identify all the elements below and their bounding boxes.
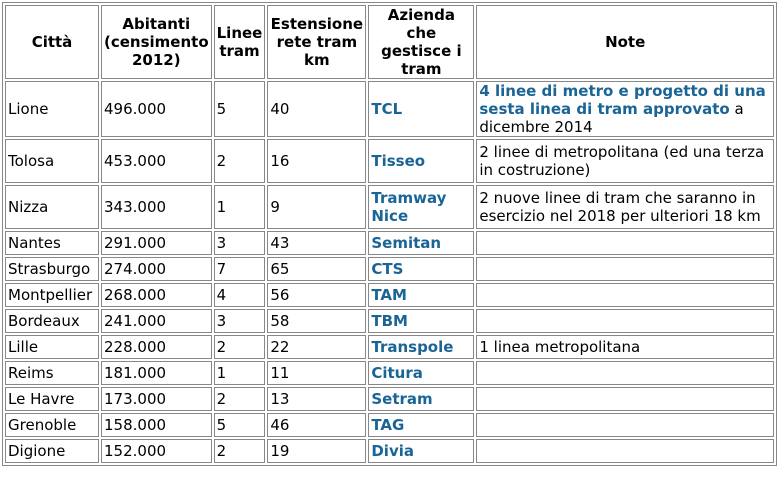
operator-cell <box>368 185 474 229</box>
operator-link[interactable]: TCL <box>371 100 403 118</box>
population-cell: 496.000 <box>101 81 212 137</box>
notes-cell <box>476 361 774 385</box>
population-cell: 181.000 <box>101 361 212 385</box>
lines-cell: 5 <box>214 81 266 137</box>
notes-cell <box>476 231 774 255</box>
city-cell: Lille <box>5 335 99 359</box>
notes-cell <box>476 283 774 307</box>
table-row <box>5 257 774 281</box>
operator-link[interactable]: Divia <box>371 442 414 460</box>
city-cell: Le Havre <box>5 387 99 411</box>
length-cell: 13 <box>267 387 366 411</box>
length-cell: 56 <box>267 283 366 307</box>
city-cell: Nizza <box>5 185 99 229</box>
lines-cell: 7 <box>214 257 266 281</box>
operator-cell <box>368 81 474 137</box>
population-cell: 268.000 <box>101 283 212 307</box>
lines-cell: 2 <box>214 439 266 463</box>
city-cell: Grenoble <box>5 413 99 437</box>
table-row <box>5 139 774 183</box>
tram-networks-table <box>2 2 777 466</box>
operator-cell <box>368 283 474 307</box>
notes-cell <box>476 335 774 359</box>
operator-link[interactable]: Semitan <box>371 234 442 252</box>
header-row <box>5 5 774 79</box>
population-cell: 343.000 <box>101 185 212 229</box>
operator-link[interactable]: TBM <box>371 312 408 330</box>
lines-cell: 5 <box>214 413 266 437</box>
note-text: 2 nuove linee di tram che saranno in esercizio nel 2018 per ulteriori 18 km <box>479 189 761 225</box>
header-city: Città <box>5 5 99 79</box>
length-cell: 65 <box>267 257 366 281</box>
header-operator: Azienda che gestisce i tram <box>368 5 474 79</box>
notes-cell <box>476 413 774 437</box>
lines-cell: 3 <box>214 309 266 333</box>
notes-cell <box>476 185 774 229</box>
lines-cell: 2 <box>214 387 266 411</box>
length-cell: 11 <box>267 361 366 385</box>
notes-cell <box>476 439 774 463</box>
table-row <box>5 283 774 307</box>
table-row <box>5 413 774 437</box>
length-cell: 9 <box>267 185 366 229</box>
population-cell: 158.000 <box>101 413 212 437</box>
operator-cell <box>368 257 474 281</box>
city-cell: Digione <box>5 439 99 463</box>
header-length: Estensione rete tram km <box>267 5 366 79</box>
length-cell: 16 <box>267 139 366 183</box>
header-notes: Note <box>476 5 774 79</box>
table-row <box>5 361 774 385</box>
city-cell: Reims <box>5 361 99 385</box>
population-cell: 228.000 <box>101 335 212 359</box>
header-population: Abitanti (censimento 2012) <box>101 5 212 79</box>
operator-link[interactable]: CTS <box>371 260 404 278</box>
city-cell: Tolosa <box>5 139 99 183</box>
notes-cell <box>476 257 774 281</box>
city-cell: Montpellier <box>5 283 99 307</box>
table-row <box>5 387 774 411</box>
table-row <box>5 335 774 359</box>
lines-cell: 4 <box>214 283 266 307</box>
note-link[interactable]: 4 linee di metro e progetto di una sesta linea di tram approvato <box>479 82 766 118</box>
operator-cell <box>368 361 474 385</box>
operator-cell <box>368 139 474 183</box>
length-cell: 58 <box>267 309 366 333</box>
lines-cell: 1 <box>214 185 266 229</box>
table-row <box>5 439 774 463</box>
operator-cell <box>368 387 474 411</box>
notes-cell <box>476 81 774 137</box>
operator-link[interactable]: Transpole <box>371 338 454 356</box>
operator-link[interactable]: TAG <box>371 416 405 434</box>
operator-cell <box>368 309 474 333</box>
operator-link[interactable]: Tisseo <box>371 152 426 170</box>
population-cell: 453.000 <box>101 139 212 183</box>
table-row <box>5 81 774 137</box>
note-text: 1 linea metropolitana <box>479 338 641 356</box>
population-cell: 152.000 <box>101 439 212 463</box>
lines-cell: 2 <box>214 335 266 359</box>
operator-cell <box>368 335 474 359</box>
city-cell: Lione <box>5 81 99 137</box>
operator-cell <box>368 231 474 255</box>
city-cell: Strasburgo <box>5 257 99 281</box>
length-cell: 46 <box>267 413 366 437</box>
population-cell: 173.000 <box>101 387 212 411</box>
header-lines: Linee tram <box>214 5 266 79</box>
note-text: a dicembre 2014 <box>479 100 744 136</box>
table-body <box>5 81 774 463</box>
notes-cell <box>476 387 774 411</box>
population-cell: 241.000 <box>101 309 212 333</box>
notes-cell <box>476 309 774 333</box>
operator-cell <box>368 413 474 437</box>
operator-link[interactable]: Citura <box>371 364 423 382</box>
table-row <box>5 309 774 333</box>
city-cell: Bordeaux <box>5 309 99 333</box>
lines-cell: 3 <box>214 231 266 255</box>
table-row <box>5 231 774 255</box>
length-cell: 43 <box>267 231 366 255</box>
table-row <box>5 185 774 229</box>
operator-link[interactable]: Tramway Nice <box>371 189 447 225</box>
operator-cell <box>368 439 474 463</box>
operator-link[interactable]: Setram <box>371 390 433 408</box>
population-cell: 291.000 <box>101 231 212 255</box>
length-cell: 40 <box>267 81 366 137</box>
lines-cell: 2 <box>214 139 266 183</box>
note-text: 2 linee di metropolitana (ed una terza in costruzione) <box>479 143 765 179</box>
length-cell: 19 <box>267 439 366 463</box>
notes-cell <box>476 139 774 183</box>
population-cell: 274.000 <box>101 257 212 281</box>
city-cell: Nantes <box>5 231 99 255</box>
lines-cell: 1 <box>214 361 266 385</box>
operator-link[interactable]: TAM <box>371 286 407 304</box>
length-cell: 22 <box>267 335 366 359</box>
